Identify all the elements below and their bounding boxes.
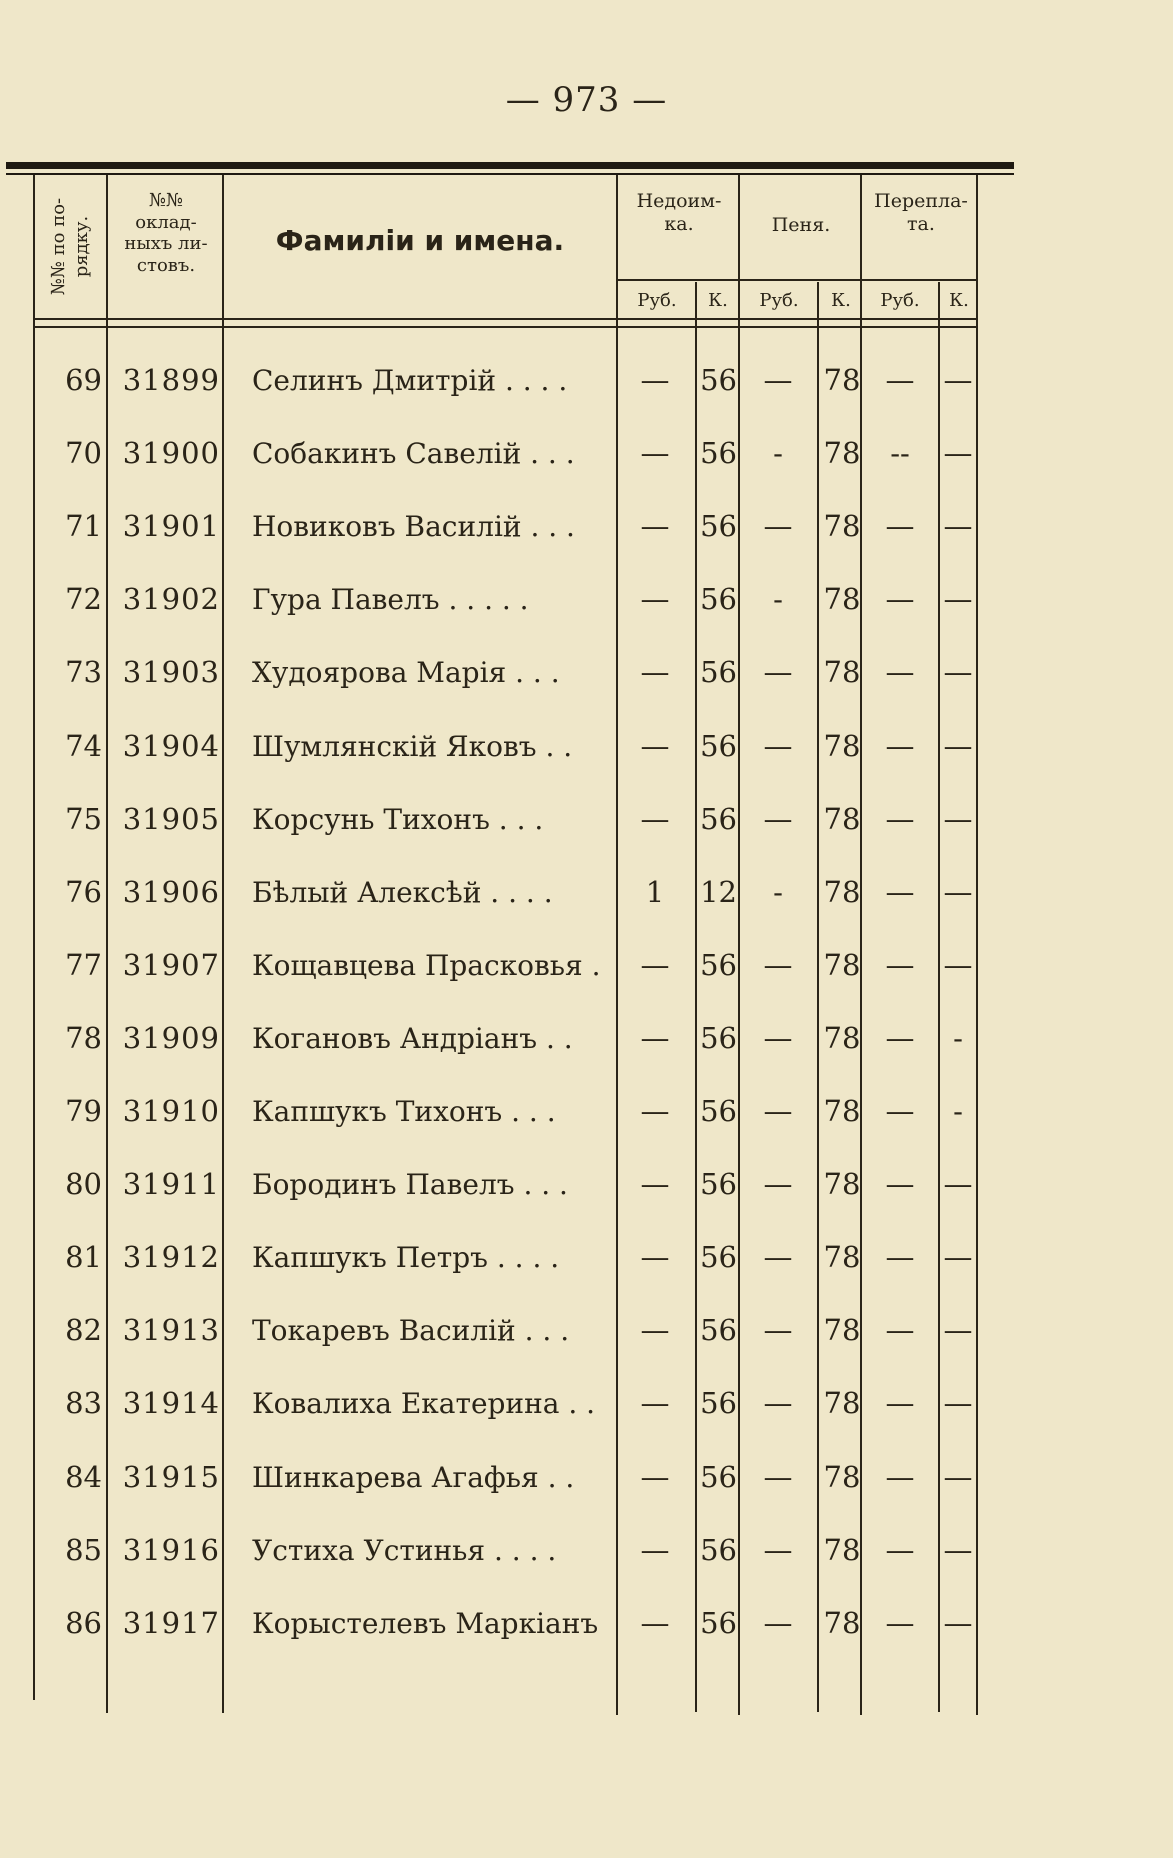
penalty-rub: — [763,1532,793,1567]
arrears-rub: — [640,436,670,471]
arrears-kop: 56 [700,1605,737,1640]
arrears-kop: 56 [700,582,737,617]
row-number: 80 [65,1167,102,1202]
penalty-kop: 78 [823,363,861,397]
row-number: 84 [65,1459,102,1494]
account-number: 31906 [122,874,220,909]
arrears-kop: 56 [700,1094,737,1128]
person-name: Корыстелевъ Маркiанъ [252,1606,599,1640]
overpay-kop: — [943,436,973,471]
header-arrears-line: Недоим- [636,190,722,212]
penalty-kop: 78 [823,1605,861,1640]
header-bottom-rule [33,318,978,320]
account-number: 31900 [122,436,220,471]
arrears-kop: 56 [700,436,737,471]
overpay-rub: — [885,582,915,617]
header-account-line: стовъ. [136,254,196,276]
header-bottom-rule-double [33,326,978,328]
person-name: Корсунь Тихонъ . . . [252,802,544,836]
account-number: 31912 [122,1240,220,1275]
arrears-rub: — [640,1240,670,1275]
row-number: 74 [65,728,102,763]
row-number: 86 [65,1605,102,1640]
penalty-rub: - [773,436,783,471]
arrears-kop: 12 [700,874,737,909]
arrears-rub: — [640,509,670,544]
account-number: 31916 [122,1532,220,1567]
person-name: Капшукъ Петръ . . . . [252,1241,560,1275]
account-number: 31907 [122,947,220,982]
person-name: Токаревъ Василiй . . . [252,1314,570,1348]
arrears-kop: 56 [700,1020,737,1055]
table-row [0,783,1173,856]
arrears-rub: — [640,1094,670,1128]
person-name: Устиха Устинья . . . . [252,1533,557,1567]
penalty-kop: 78 [823,436,861,471]
penalty-rub: — [763,1240,793,1275]
overpay-kop: - [953,1020,963,1055]
penalty-rub: - [773,874,783,909]
header-subrule [616,279,978,281]
header-kop: К. [831,290,851,311]
header-rub: Руб. [759,290,799,311]
penalty-kop: 78 [823,1240,861,1275]
penalty-rub: — [763,363,793,397]
arrears-rub: — [640,801,670,836]
person-name: Шумлянскiй Яковъ . . [252,729,573,763]
penalty-kop: 78 [823,1020,861,1055]
penalty-rub: — [763,801,793,836]
row-number: 77 [65,947,102,982]
overpay-kop: — [943,1459,973,1494]
arrears-rub: — [640,1167,670,1202]
overpay-kop: — [943,509,973,544]
row-number: 85 [65,1532,102,1567]
person-name: Бѣлый Алексѣй . . . . [252,875,553,909]
header-arrears [618,190,740,236]
penalty-rub: — [763,1459,793,1494]
overpay-kop: — [943,801,973,836]
penalty-kop: 78 [823,509,861,544]
table-row [0,417,1173,490]
arrears-rub: 1 [645,874,665,909]
row-number: 72 [65,582,102,617]
penalty-rub: — [763,655,793,690]
overpay-rub: — [885,1313,915,1348]
overpay-rub: — [885,728,915,763]
overpay-kop: — [943,1605,973,1640]
table-row [0,636,1173,709]
person-name: Шинкарева Агафья . . [252,1460,575,1494]
header-overpay-line: Перепла- [874,190,968,212]
penalty-kop: 78 [823,874,861,909]
account-number: 31905 [122,801,220,836]
header-account-line: ныхъ ли- [124,233,208,255]
header-account-line: №№ [148,190,184,211]
table-row [0,344,1173,417]
table-row [0,929,1173,1002]
arrears-kop: 56 [700,1240,737,1275]
header-rub: Руб. [880,290,920,311]
row-number: 79 [65,1094,102,1128]
penalty-rub: — [763,1313,793,1348]
penalty-kop: 78 [823,1386,861,1421]
header-kop: К. [949,290,969,311]
arrears-kop: 56 [700,1532,737,1567]
arrears-rub: — [640,1605,670,1640]
row-number: 78 [65,1020,102,1055]
arrears-kop: 56 [700,728,737,763]
account-number: 31899 [122,363,220,397]
person-name: Ковалиха Екатерина . . [252,1387,596,1421]
person-name: Гура Павелъ . . . . . [252,583,529,617]
overpay-kop: — [943,874,973,909]
page-number: — 973 — [505,80,668,120]
arrears-rub: — [640,1532,670,1567]
overpay-kop: — [943,1386,973,1421]
table-row [0,1075,1173,1148]
arrears-rub: — [640,947,670,982]
table-row [0,1367,1173,1440]
overpay-kop: — [943,728,973,763]
table-row [0,1587,1173,1660]
penalty-kop: 78 [823,1532,861,1567]
penalty-rub: — [763,1020,793,1055]
person-name: Капшукъ Тихонъ . . . [252,1095,556,1128]
account-number: 31901 [122,509,220,544]
penalty-rub: — [763,1094,793,1128]
overpay-rub: — [885,363,915,397]
penalty-rub: - [773,582,783,617]
table-row [0,1294,1173,1367]
row-number: 70 [65,436,102,471]
overpay-kop: — [943,655,973,690]
arrears-kop: 56 [700,1386,737,1421]
account-number: 31902 [122,582,220,617]
arrears-kop: 56 [700,363,737,397]
overpay-rub: — [885,1532,915,1567]
header-account-line: оклад- [135,211,197,233]
table-row [0,1002,1173,1075]
penalty-rub: — [763,947,793,982]
table-row [0,1148,1173,1221]
arrears-rub: — [640,1386,670,1421]
penalty-kop: 78 [823,947,861,982]
arrears-rub: — [640,1020,670,1055]
penalty-kop: 78 [823,1094,861,1128]
overpay-rub: — [885,1240,915,1275]
table-row [0,490,1173,563]
arrears-rub: — [640,728,670,763]
penalty-kop: 78 [823,728,861,763]
top-rule-thin [6,173,1014,175]
table-row [0,1221,1173,1294]
overpay-kop: — [943,363,973,397]
overpay-kop: — [943,582,973,617]
person-name: Бородинъ Павелъ . . . [252,1168,568,1202]
penalty-kop: 78 [823,1167,861,1202]
penalty-kop: 78 [823,1459,861,1494]
overpay-rub: — [885,947,915,982]
penalty-kop: 78 [823,801,861,836]
table-row [0,563,1173,636]
overpay-rub: — [885,1459,915,1494]
account-number: 31915 [122,1459,220,1494]
arrears-rub: — [640,363,670,397]
penalty-kop: 78 [823,582,861,617]
penalty-kop: 78 [823,1313,861,1348]
account-number: 31910 [122,1094,220,1128]
row-number: 81 [65,1240,102,1275]
header-rub: Руб. [637,290,677,311]
header-arrears-line: ка. [664,212,694,235]
penalty-kop: 78 [823,655,861,690]
arrears-kop: 56 [700,801,737,836]
row-number: 73 [65,655,102,690]
person-name: Худоярова Марiя . . . [252,656,560,690]
row-number: 71 [65,509,102,544]
arrears-rub: — [640,1313,670,1348]
overpay-kop: — [943,1313,973,1348]
person-name: Когановъ Андрiанъ . . [252,1021,573,1055]
header-order-number [36,180,106,312]
top-rule-thick [6,162,1014,169]
arrears-kop: 56 [700,655,737,690]
arrears-rub: — [640,655,670,690]
overpay-rub: — [885,1605,915,1640]
row-number: 75 [65,801,102,836]
overpay-kop: — [943,947,973,982]
header-penalty: Пеня. [771,214,831,236]
overpay-rub: — [885,874,915,909]
overpay-rub: — [885,1386,915,1421]
person-name: Новиковъ Василiй . . . [252,510,575,544]
header-order-label: №№ по по- рядку. [48,197,93,295]
penalty-rub: — [763,728,793,763]
header-names: Фамилiи и имена. [275,224,565,257]
account-number: 31903 [122,655,220,690]
overpay-rub: — [885,509,915,544]
arrears-rub: — [640,582,670,617]
person-name: Кощавцева Прасковья . [252,948,601,982]
overpay-rub: -- [890,436,910,471]
person-name: Селинъ Дмитрiй . . . . [252,364,568,397]
account-number: 31914 [122,1386,220,1421]
table-row [0,1514,1173,1587]
account-number: 31913 [122,1313,220,1348]
table-row [0,1441,1173,1514]
table-row [0,710,1173,783]
table-row [0,856,1173,929]
arrears-kop: 56 [700,1459,737,1494]
row-number: 82 [65,1313,102,1348]
account-number: 31909 [122,1020,220,1055]
account-number: 31917 [122,1605,220,1640]
penalty-rub: — [763,509,793,544]
overpay-rub: — [885,1094,915,1128]
overpay-kop: — [943,1532,973,1567]
account-number: 31904 [122,728,220,763]
overpay-rub: — [885,801,915,836]
header-kop: К. [708,290,728,311]
arrears-kop: 56 [700,947,737,982]
arrears-kop: 56 [700,509,737,544]
overpay-kop: - [953,1094,963,1128]
penalty-rub: — [763,1386,793,1421]
row-number: 83 [65,1386,102,1421]
overpay-rub: — [885,655,915,690]
overpay-kop: — [943,1167,973,1202]
account-number: 31911 [122,1167,220,1202]
header-overpay-line: та. [907,212,935,235]
arrears-rub: — [640,1459,670,1494]
header-account-number [108,190,224,276]
overpay-rub: — [885,1167,915,1202]
overpay-rub: — [885,1020,915,1055]
header-overpayment [862,190,980,236]
arrears-kop: 56 [700,1167,737,1202]
penalty-rub: — [763,1167,793,1202]
row-number: 69 [65,363,102,397]
arrears-kop: 56 [700,1313,737,1348]
overpay-kop: — [943,1240,973,1275]
penalty-rub: — [763,1605,793,1640]
person-name: Собакинъ Савелiй . . . [252,437,575,471]
row-number: 76 [65,874,102,909]
